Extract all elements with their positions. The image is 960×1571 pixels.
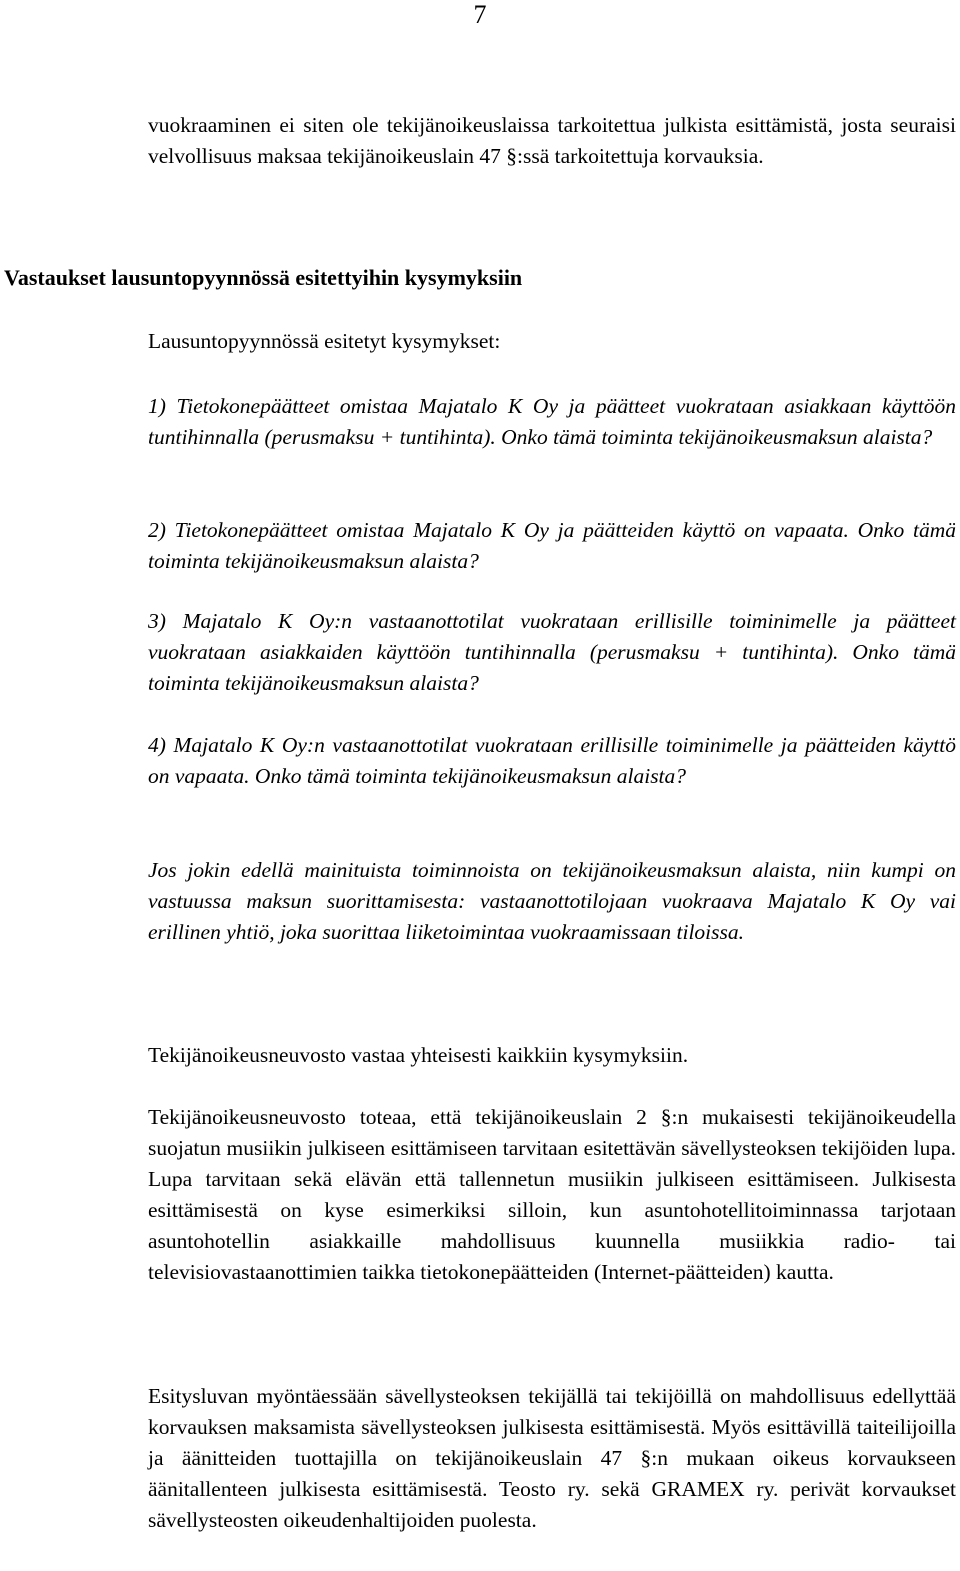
question-3: 3) Majatalo K Oy:n vastaanottotilat vuokrataan erillisille toiminimelle ja päätteet vuokrataan asiakkaiden käyttöön tuntihinnalla (perusmaksu + tuntihinta). Onko tämä toiminta tekijänoikeusmaksun alaista? bbox=[148, 609, 956, 695]
section-heading: Vastaukset lausuntopyynnössä esitettyihin kysymyksiin bbox=[4, 265, 523, 290]
question-4: 4) Majatalo K Oy:n vastaanottotilat vuokrataan erillisille toiminimelle ja päätteiden käyttö on vapaata. Onko tämä toiminta tekijänoikeusmaksun alaista? bbox=[148, 733, 956, 788]
answer-intro: Tekijänoikeusneuvosto vastaa yhteisesti kaikkiin kysymyksiin. bbox=[148, 1043, 689, 1067]
answer-paragraph-2: Esitysluvan myöntäessään sävellysteoksen tekijällä tai tekijöillä on mahdollisuus edellyttää korvauksen maksamista sävellysteoksen julkisesta esittämisestä. Myös esittävillä taiteilijoilla ja äänitteiden tuottajilla on tekijänoikeuslain 47 §:n mukaan oikeus korvaukseen äänitallenteen julkisesta esittämisestä. Teosto ry. sekä GRAMEX ry. perivät korvaukset sävellysteosten oikeudenhaltijoiden puolesta. bbox=[148, 1384, 956, 1532]
question-1: 1) Tietokonepäätteet omistaa Majatalo K Oy ja päätteet vuokrataan asiakkaan käyttöön tuntihinnalla (perusmaksu + tuntihinta). Onko tämä toiminta tekijänoikeusmaksun alaista? bbox=[148, 394, 956, 449]
intro-paragraph: vuokraaminen ei siten ole tekijänoikeuslaissa tarkoitettua julkista esittämistä, josta seuraisi velvollisuus maksaa tekijänoikeuslain 47 §:ssä tarkoitettuja korvauksia. bbox=[148, 113, 956, 168]
question-responsibility: Jos jokin edellä mainituista toiminnoista on tekijänoikeusmaksun alaista, niin kumpi on vastuussa maksun suorittamisesta: vastaanottotilojaan vuokraava Majatalo K Oy vai erillinen yhtiö, joka suorittaa liiketoimintaa vuokraamissaan tiloissa. bbox=[148, 858, 956, 944]
questions-label: Lausuntopyynnössä esitetyt kysymykset: bbox=[148, 329, 501, 353]
answer-paragraph-1: Tekijänoikeusneuvosto toteaa, että tekijänoikeuslain 2 §:n mukaisesti tekijänoikeudella suojatun musiikin julkiseen esittämiseen tarvitaan esitettävän sävellysteoksen tekijöiden lupa. Lupa tarvitaan sekä elävän että tallennetun musiikin julkiseen esittämiseen. Julkisesta esittämisestä on kyse esimerkiksi silloin, kun asuntohotellitoiminnassa tarjotaan asuntohotellin asiakkaille mahdollisuus kuunnella musiikkia radio- tai televisiovastaanottimien taikka tietokonepäätteiden (Internet-päätteiden) kautta. bbox=[148, 1105, 956, 1284]
page-number: 7 bbox=[473, 0, 487, 29]
question-2: 2) Tietokonepäätteet omistaa Majatalo K Oy ja päätteiden käyttö on vapaata. Onko tämä toiminta tekijänoikeusmaksun alaista? bbox=[148, 518, 956, 573]
